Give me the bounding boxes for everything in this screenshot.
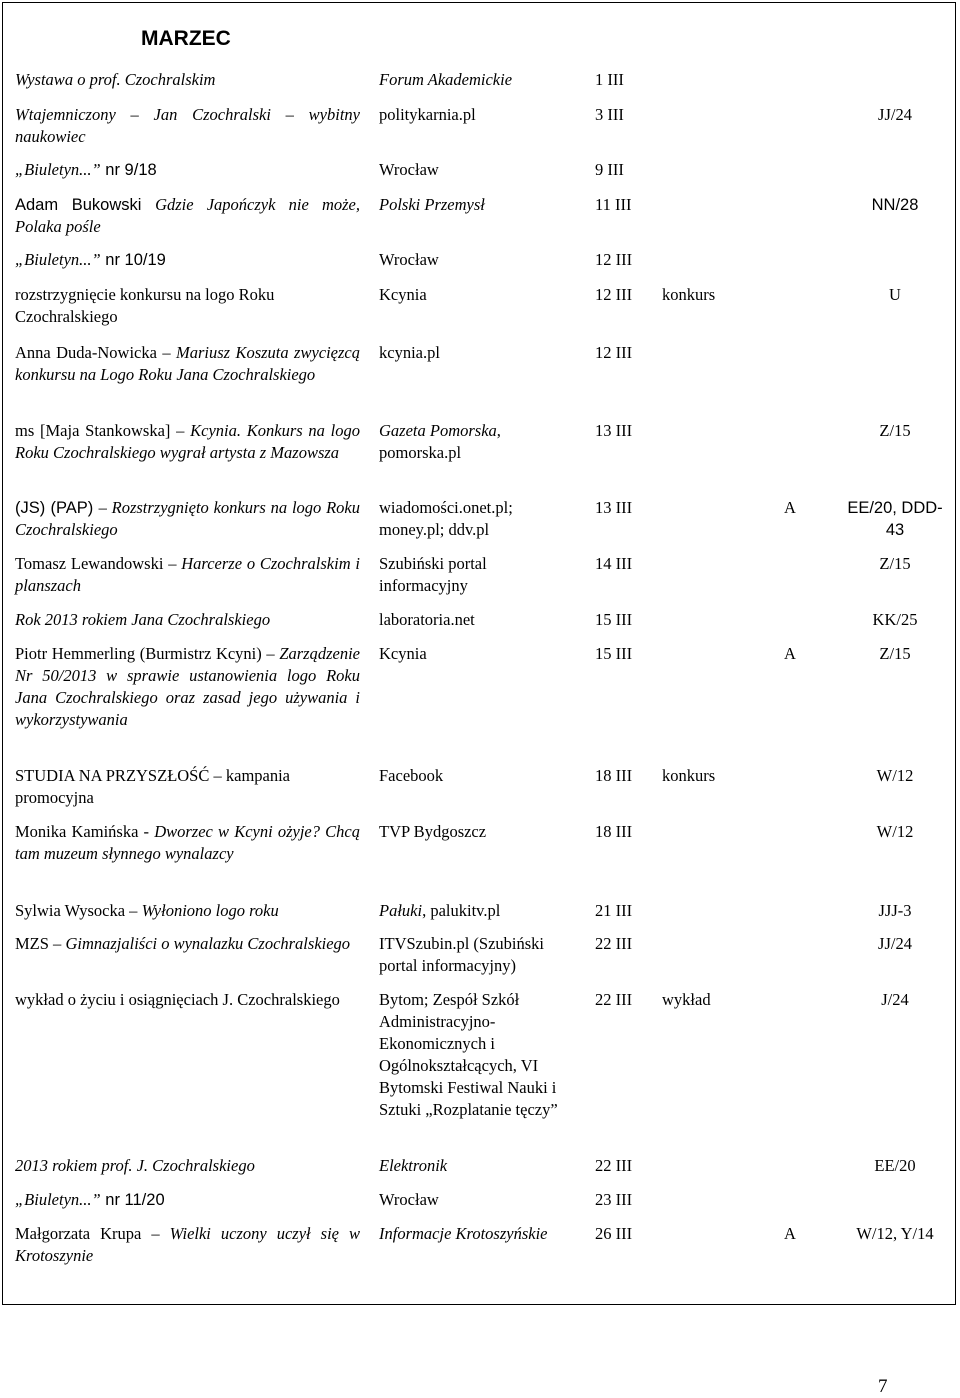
cell-title-part: rozstrzygnięcie konkursu na logo Roku Czochralskiego <box>15 285 275 326</box>
cell-source <box>379 900 579 922</box>
document-table <box>2 2 956 1305</box>
cell-source-part: Polski Przemysł <box>379 195 485 214</box>
cell-date: 15 III <box>595 644 633 663</box>
cell-title <box>15 933 360 955</box>
cell-title-part: „Biuletyn...” <box>15 250 101 269</box>
cell-title-part: nr 9/18 <box>100 161 157 179</box>
cell-source-part: , pomorska.pl <box>379 421 501 462</box>
cell-source <box>379 609 579 631</box>
cell-title <box>15 989 360 1011</box>
cell-title-part: Sylwia Wysocka – <box>15 901 142 920</box>
cell-title-part: – Mariusz Koszuta zwycięzcą konkursu na Logo Roku Jana Czochralskiego <box>15 343 360 384</box>
cell-code: EE/20, DDD-43 <box>847 499 943 539</box>
cell-source-part: Wrocław <box>379 250 439 269</box>
cell-title-part: – Rozstrzygnięto konkurs na logo Roku Czochralskiego <box>15 498 360 539</box>
cell-title-part: Małgorzata Krupa – <box>15 1224 170 1243</box>
cell-source-part: wiadomości.onet.pl; money.pl; ddv.pl <box>379 498 513 539</box>
cell-code: Z/15 <box>879 554 911 573</box>
cell-title <box>15 1155 360 1177</box>
cell-date: 9 III <box>595 160 624 179</box>
cell-date: 23 III <box>595 1190 633 1209</box>
cell-source-part: Facebook <box>379 766 444 785</box>
cell-code: J/24 <box>881 990 909 1009</box>
cell-title <box>15 497 360 541</box>
cell-flag: A <box>784 1224 796 1243</box>
cell-title-part: „Biuletyn...” <box>15 1190 101 1209</box>
cell-code: JJ/24 <box>878 105 912 124</box>
cell-source-part: Wrocław <box>379 160 439 179</box>
cell-source-part: politykarnia.pl <box>379 105 476 124</box>
cell-date: 21 III <box>595 901 633 920</box>
cell-source <box>379 1189 579 1211</box>
cell-title <box>15 821 360 865</box>
cell-title-part: Wielki uczony uczył się w Krotoszynie <box>15 1224 360 1265</box>
cell-source-part: Gazeta Pomorska <box>379 421 497 440</box>
cell-title-part: Zarządzenie Nr 50/2013 w sprawie ustanowienia logo Roku Jana Czochralskiego oraz zasad jego używania i wykorzystywania <box>15 644 360 729</box>
cell-source <box>379 821 579 843</box>
cell-date: 15 III <box>595 610 633 629</box>
cell-title-part: Dworzec w Kcyni ożyje? Chcą tam muzeum słynnego wynalazcy <box>15 822 360 863</box>
cell-code: W/12 <box>876 766 914 785</box>
cell-title <box>15 69 360 91</box>
cell-type: konkurs <box>662 285 716 304</box>
cell-date: 11 III <box>595 195 632 214</box>
cell-source <box>379 284 579 306</box>
cell-source <box>379 933 579 977</box>
cell-source-part: ITVSzubin.pl (Szubiński portal informacyjny) <box>379 934 544 975</box>
cell-source-part: Kcynia <box>379 644 427 663</box>
cell-title-part: Monika Kamińska - <box>15 822 155 841</box>
cell-title <box>15 342 360 386</box>
cell-code: KK/25 <box>872 610 918 629</box>
cell-title <box>15 159 360 181</box>
cell-source-part: , palukitv.pl <box>422 901 501 920</box>
cell-title-part: Gdzie Japończyk nie może, Polaka pośle <box>15 195 360 236</box>
cell-title <box>15 194 360 238</box>
cell-source-part: Wrocław <box>379 1190 439 1209</box>
cell-title-part: Wtajemniczony – Jan Czochralski – wybitny naukowiec <box>15 105 360 146</box>
cell-source <box>379 989 579 1121</box>
cell-date: 18 III <box>595 766 633 785</box>
cell-source <box>379 69 579 91</box>
cell-title-part: Wyłoniono logo roku <box>141 901 279 920</box>
cell-date: 22 III <box>595 990 633 1009</box>
cell-title <box>15 900 360 922</box>
cell-source-part: Pałuki <box>379 901 423 920</box>
cell-title <box>15 249 360 271</box>
page-number: 7 <box>878 1376 888 1397</box>
cell-source <box>379 342 579 364</box>
cell-title-part: STUDIA NA PRZYSZŁOŚĆ – kampania promocyjna <box>15 766 291 807</box>
cell-title <box>15 643 360 731</box>
cell-title <box>15 420 360 464</box>
cell-title <box>15 1189 360 1211</box>
cell-date: 18 III <box>595 822 633 841</box>
cell-title-part: nr 10/19 <box>100 251 166 269</box>
cell-title-part: Wystawa o prof. Czochralskim <box>15 70 216 89</box>
cell-title-part: – Harcerze o Czochralskim i planszach <box>15 554 360 595</box>
cell-date: 12 III <box>595 285 633 304</box>
cell-source-part: laboratoria.net <box>379 610 475 629</box>
cell-title <box>15 553 360 597</box>
cell-flag: A <box>784 644 796 663</box>
cell-title <box>15 765 360 809</box>
cell-source-part: Kcynia <box>379 285 427 304</box>
cell-source <box>379 104 579 126</box>
cell-source <box>379 643 579 665</box>
cell-source-part: Elektronik <box>379 1156 448 1175</box>
cell-source <box>379 194 579 216</box>
cell-title <box>15 609 360 631</box>
cell-source <box>379 420 579 464</box>
cell-title <box>15 1223 360 1267</box>
cell-title-part: Anna Duda-Nowicka <box>15 343 163 362</box>
cell-source-part: Informacje Krotoszyńskie <box>379 1224 548 1243</box>
cell-source-part: Bytom; Zespół Szkół Administracyjno-Ekonomicznych i Ogólnokształcących, VI Bytomski Festiwal Nauki i Sztuki „Rozplatanie tęczy” <box>379 990 558 1119</box>
cell-type: konkurs <box>662 766 716 785</box>
cell-date: 1 III <box>595 70 624 89</box>
cell-title-part: nr 11/20 <box>100 1191 165 1209</box>
cell-flag: A <box>784 498 796 517</box>
cell-date: 13 III <box>595 498 633 517</box>
cell-source <box>379 553 579 597</box>
cell-source-part: TVP Bydgoszcz <box>379 822 487 841</box>
cell-date: 13 III <box>595 421 633 440</box>
cell-title-part: (JS) (PAP) <box>15 499 99 517</box>
cell-code: U <box>889 285 901 304</box>
cell-source-part: Szubiński portal informacyjny <box>379 554 487 595</box>
cell-source-part: kcynia.pl <box>379 343 440 362</box>
cell-source <box>379 1223 579 1245</box>
cell-title-part: Adam Bukowski <box>15 196 156 214</box>
cell-title <box>15 104 360 148</box>
cell-source <box>379 765 579 787</box>
cell-type: wykład <box>662 990 711 1009</box>
cell-source-part: Forum Akademickie <box>379 70 513 89</box>
cell-date: 26 III <box>595 1224 633 1243</box>
cell-title <box>15 284 360 328</box>
cell-code: W/12 <box>876 822 914 841</box>
cell-source <box>379 159 579 181</box>
cell-title-part: wykład o życiu i osiągnięciach J. Czochralskiego <box>15 990 340 1009</box>
cell-code: JJ/24 <box>878 934 912 953</box>
cell-code: NN/28 <box>871 196 919 214</box>
cell-title-part: Rok 2013 rokiem Jana Czochralskiego <box>15 610 271 629</box>
cell-date: 22 III <box>595 1156 633 1175</box>
cell-title-part: „Biuletyn...” <box>15 160 101 179</box>
cell-title-part: ms [Maja Stankowska] <box>15 421 177 440</box>
cell-title-part: Tomasz Lewandowski <box>15 554 169 573</box>
cell-date: 12 III <box>595 343 633 362</box>
cell-source <box>379 249 579 271</box>
cell-date: 3 III <box>595 105 624 124</box>
cell-code: W/12, Y/14 <box>856 1224 934 1243</box>
cell-title-part: Piotr Hemmerling (Burmistrz Kcyni) – <box>15 644 280 663</box>
cell-code: Z/15 <box>879 644 911 663</box>
cell-title-part: – Kcynia. Konkurs na logo Roku Czochralskiego wygrał artysta z Mazowsza <box>15 421 360 462</box>
cell-date: 12 III <box>595 250 633 269</box>
cell-source <box>379 497 579 541</box>
cell-date: 22 III <box>595 934 633 953</box>
cell-code: EE/20 <box>874 1156 916 1175</box>
cell-source <box>379 1155 579 1177</box>
cell-code: Z/15 <box>879 421 911 440</box>
cell-title-part: 2013 rokiem prof. J. Czochralskiego <box>15 1156 255 1175</box>
cell-code: JJJ-3 <box>878 901 912 920</box>
cell-date: 14 III <box>595 554 633 573</box>
cell-title-part: Gimnazjaliści o wynalazku Czochralskiego <box>65 934 351 953</box>
cell-title-part: MZS – <box>15 934 66 953</box>
month-heading: MARZEC <box>141 27 231 50</box>
